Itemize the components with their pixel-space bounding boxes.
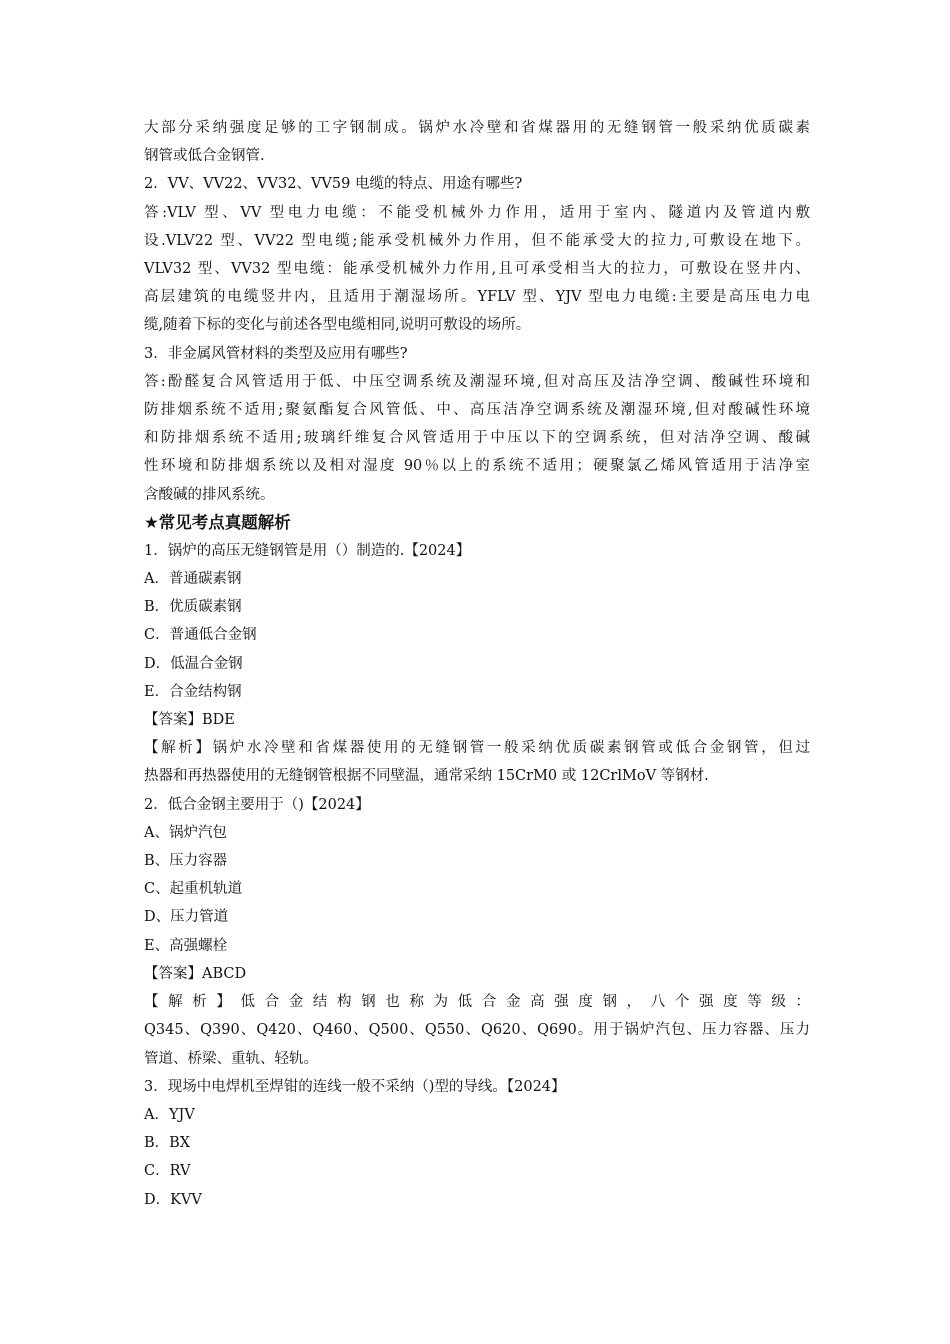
option-item: C．RV	[144, 1163, 191, 1180]
document-page	[144, 114, 810, 1214]
answer-line: 和防排烟系统不适用;玻璃纤维复合风管适用于中压以下的空调系统，但对洁净空调、酸碱	[144, 430, 810, 447]
option-item: E．合金结构钢	[144, 683, 242, 700]
option-item: A．YJV	[144, 1106, 195, 1123]
answer-key: 【答案】ABCD	[144, 965, 247, 982]
option-item: C．普通低合金钢	[144, 627, 257, 644]
answer-line: 答:酚醛复合风管适用于低、中压空调系统及潮湿环境,但对高压及洁净空调、酸碱性环境和	[144, 373, 810, 390]
answer-line: 高层建筑的电缆竖井内，且适用于潮湿场所。YFLV 型、YJV 型电力电缆:主要是高压电力电	[144, 289, 810, 306]
question-stem: 2．低合金钢主要用于（)【2024】	[144, 796, 370, 813]
question-cables: 2．VV、VV22、VV32、VV59 电缆的特点、用途有哪些?	[144, 176, 523, 193]
option-item: E、高强螺栓	[144, 937, 228, 954]
option-item: B．BX	[144, 1135, 191, 1152]
answer-line: 缆,随着下标的变化与前述各型电缆相同,说明可敷设的场所。	[144, 317, 531, 334]
intro-line: 大部分采纳强度足够的工字钢制成。锅炉水冷壁和省煤器用的无缝钢管一般采纳优质碳素	[144, 120, 810, 136]
analysis-line: 【解析】锅炉水冷壁和省煤器使用的无缝钢管一般采纳优质碳素钢管或低合金钢管，但过	[144, 740, 810, 757]
answer-line: VLV32 型、VV32 型电缆：能承受机械外力作用,且可承受相当大的拉力，可敷设在竖井内、	[144, 261, 810, 278]
option-item: A．普通碳素钢	[144, 571, 242, 588]
analysis-line: Q345、Q390、Q420、Q460、Q500、Q550、Q620、Q690。用于锅炉汽包、压力容器、压力	[144, 1022, 810, 1039]
option-item: C、起重机轨道	[144, 881, 243, 898]
option-item: A、锅炉汽包	[144, 824, 227, 841]
analysis-line: 【解析】低合金结构钢也称为低合金高强度钢，八个强度等级：	[144, 994, 810, 1011]
answer-line: 防排烟系统不适用;聚氨酯复合风管低、中、高压洁净空调系统及潮湿环境,但对酸碱性环境	[144, 402, 810, 419]
question-stem: 1．锅炉的高压无缝钢管是用（）制造的.【2024】	[144, 542, 471, 559]
analysis-line: 热器和再热器使用的无缝钢管根据不同壁温，通常采纳 15CrM0 或 12CrlMoV 等钢材.	[144, 768, 709, 785]
question-ducts: 3．非金属风管材料的类型及应用有哪些?	[144, 345, 408, 362]
section-heading: ★常见考点真题解析	[144, 512, 291, 532]
answer-line: 性环境和防排烟系统以及相对湿度 90％以上的系统不适用；硬聚氯乙烯风管适用于洁净室	[144, 458, 810, 475]
question-stem: 3．现场中电焊机至焊钳的连线一般不采纳（)型的导线。【2024】	[144, 1078, 566, 1095]
analysis-line: 管道、桥梁、重轨、轻轨。	[144, 1050, 318, 1067]
answer-key: 【答案】BDE	[144, 712, 235, 729]
option-item: B．优质碳素钢	[144, 599, 242, 616]
answer-line: 答:VLV 型、VV 型电力电缆：不能受机械外力作用，适用于室内、隧道内及管道内敷	[144, 204, 810, 221]
answer-line: 设.VLV22 型、VV22 型电缆;能承受机械外力作用，但不能承受大的拉力,可敷设在地下。	[144, 232, 810, 249]
answer-line: 含酸碱的排风系统。	[144, 486, 275, 503]
option-item: B、压力容器	[144, 853, 228, 870]
option-item: D．KVV	[144, 1191, 202, 1208]
option-item: D．低温合金钢	[144, 655, 243, 672]
intro-line: 钢管或低合金钢管.	[144, 148, 265, 165]
option-item: D、压力管道	[144, 909, 229, 926]
